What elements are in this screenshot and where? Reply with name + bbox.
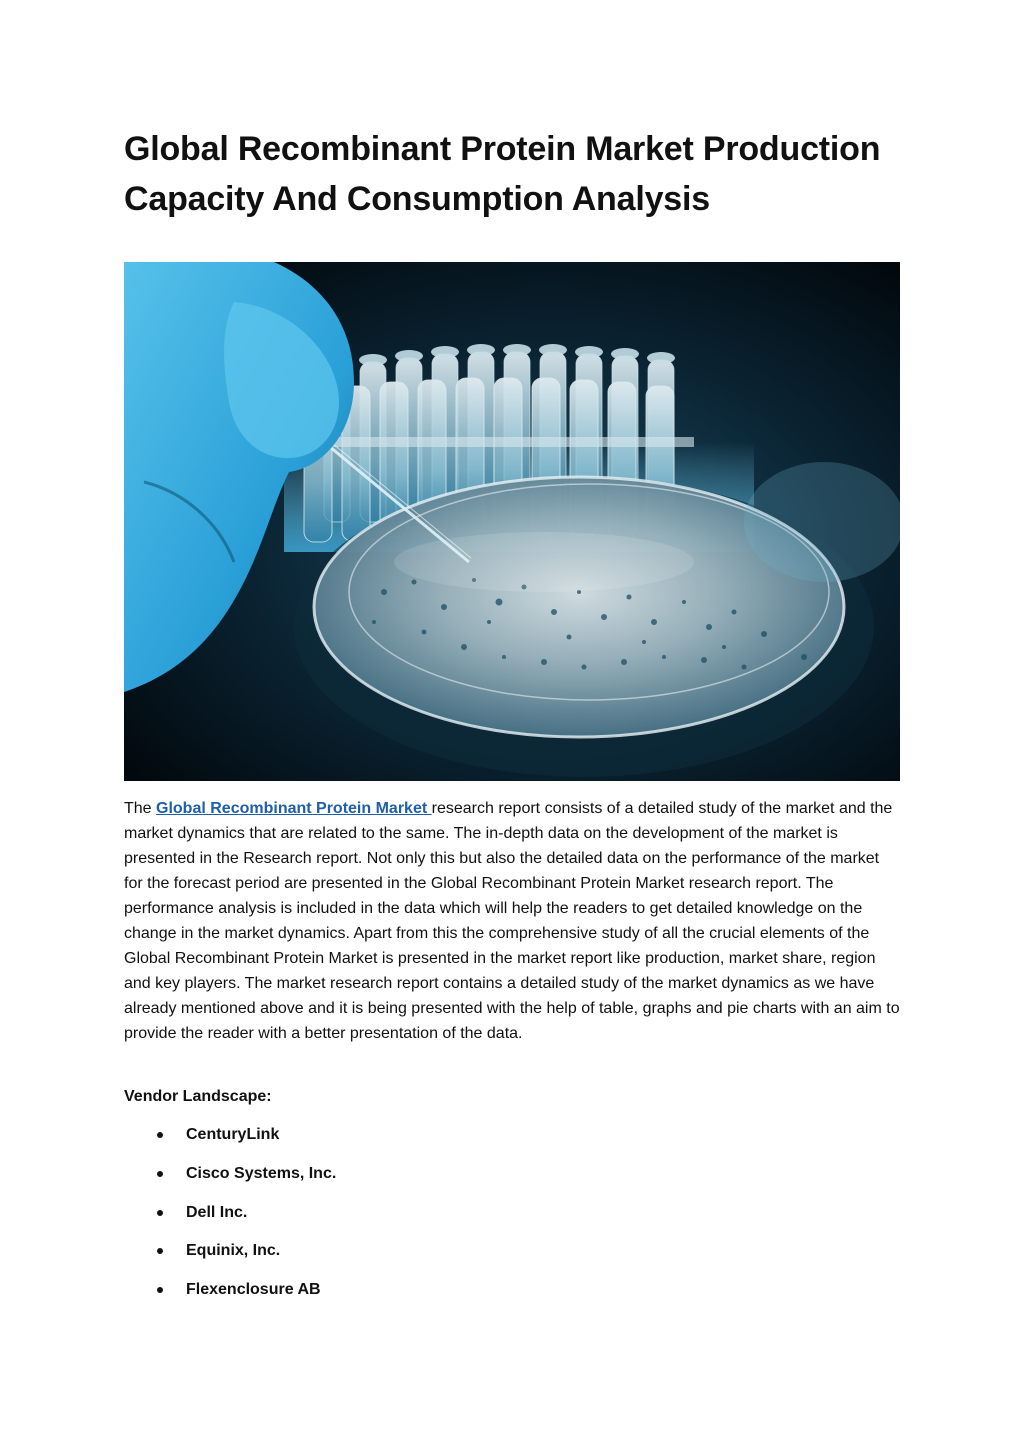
vendor-name: Cisco Systems, Inc. (186, 1164, 337, 1182)
bullet-icon (157, 1248, 163, 1254)
vendor-landscape-heading: Vendor Landscape: (124, 1088, 272, 1105)
bullet-icon (157, 1132, 163, 1138)
paragraph-body: research report consists of a detailed study of the market and the market dynamics that are related to the same. The in-depth data on the development of the market is presented in the Research report. Not only this but also the detailed data on the performance of the market for the forecast period are presented in the Global Recombinant Protein Market research report. The performance analysis is included in the data which will help the readers to get detailed knowledge on the change in the market dynamics. Apart from this the comprehensive study of all the crucial elements of the Global Recombinant Protein Market is presented in the market report like production, market share, region and key players. The market research report contains a detailed study of the market dynamics as we have already mentioned above and it is being presented with the help of table, graphs and pie charts with an aim to provide the reader with a better presentation of the data. (124, 800, 900, 1042)
vendor-list (124, 1122, 624, 1316)
list-item (124, 1277, 624, 1316)
intro-paragraph (124, 796, 900, 1046)
vendor-name: Dell Inc. (186, 1203, 248, 1221)
list-item (124, 1161, 624, 1200)
market-report-link[interactable]: Global Recombinant Protein Market (156, 800, 432, 817)
vendor-name: Flexenclosure AB (186, 1281, 321, 1299)
document-title: Global Recombinant Protein Market Production Capacity And Consumption Analysis (124, 130, 881, 218)
bullet-icon (157, 1210, 163, 1216)
bullet-icon (157, 1287, 163, 1293)
bullet-icon (157, 1171, 163, 1177)
lab-photo (124, 262, 900, 781)
list-item (124, 1122, 624, 1161)
lab-photo-illustration (124, 262, 900, 781)
paragraph-prefix: The (124, 800, 157, 817)
list-item (124, 1200, 624, 1239)
list-item (124, 1238, 624, 1277)
vendor-name: CenturyLink (186, 1126, 280, 1143)
vendor-name: Equinix, Inc. (186, 1242, 281, 1260)
